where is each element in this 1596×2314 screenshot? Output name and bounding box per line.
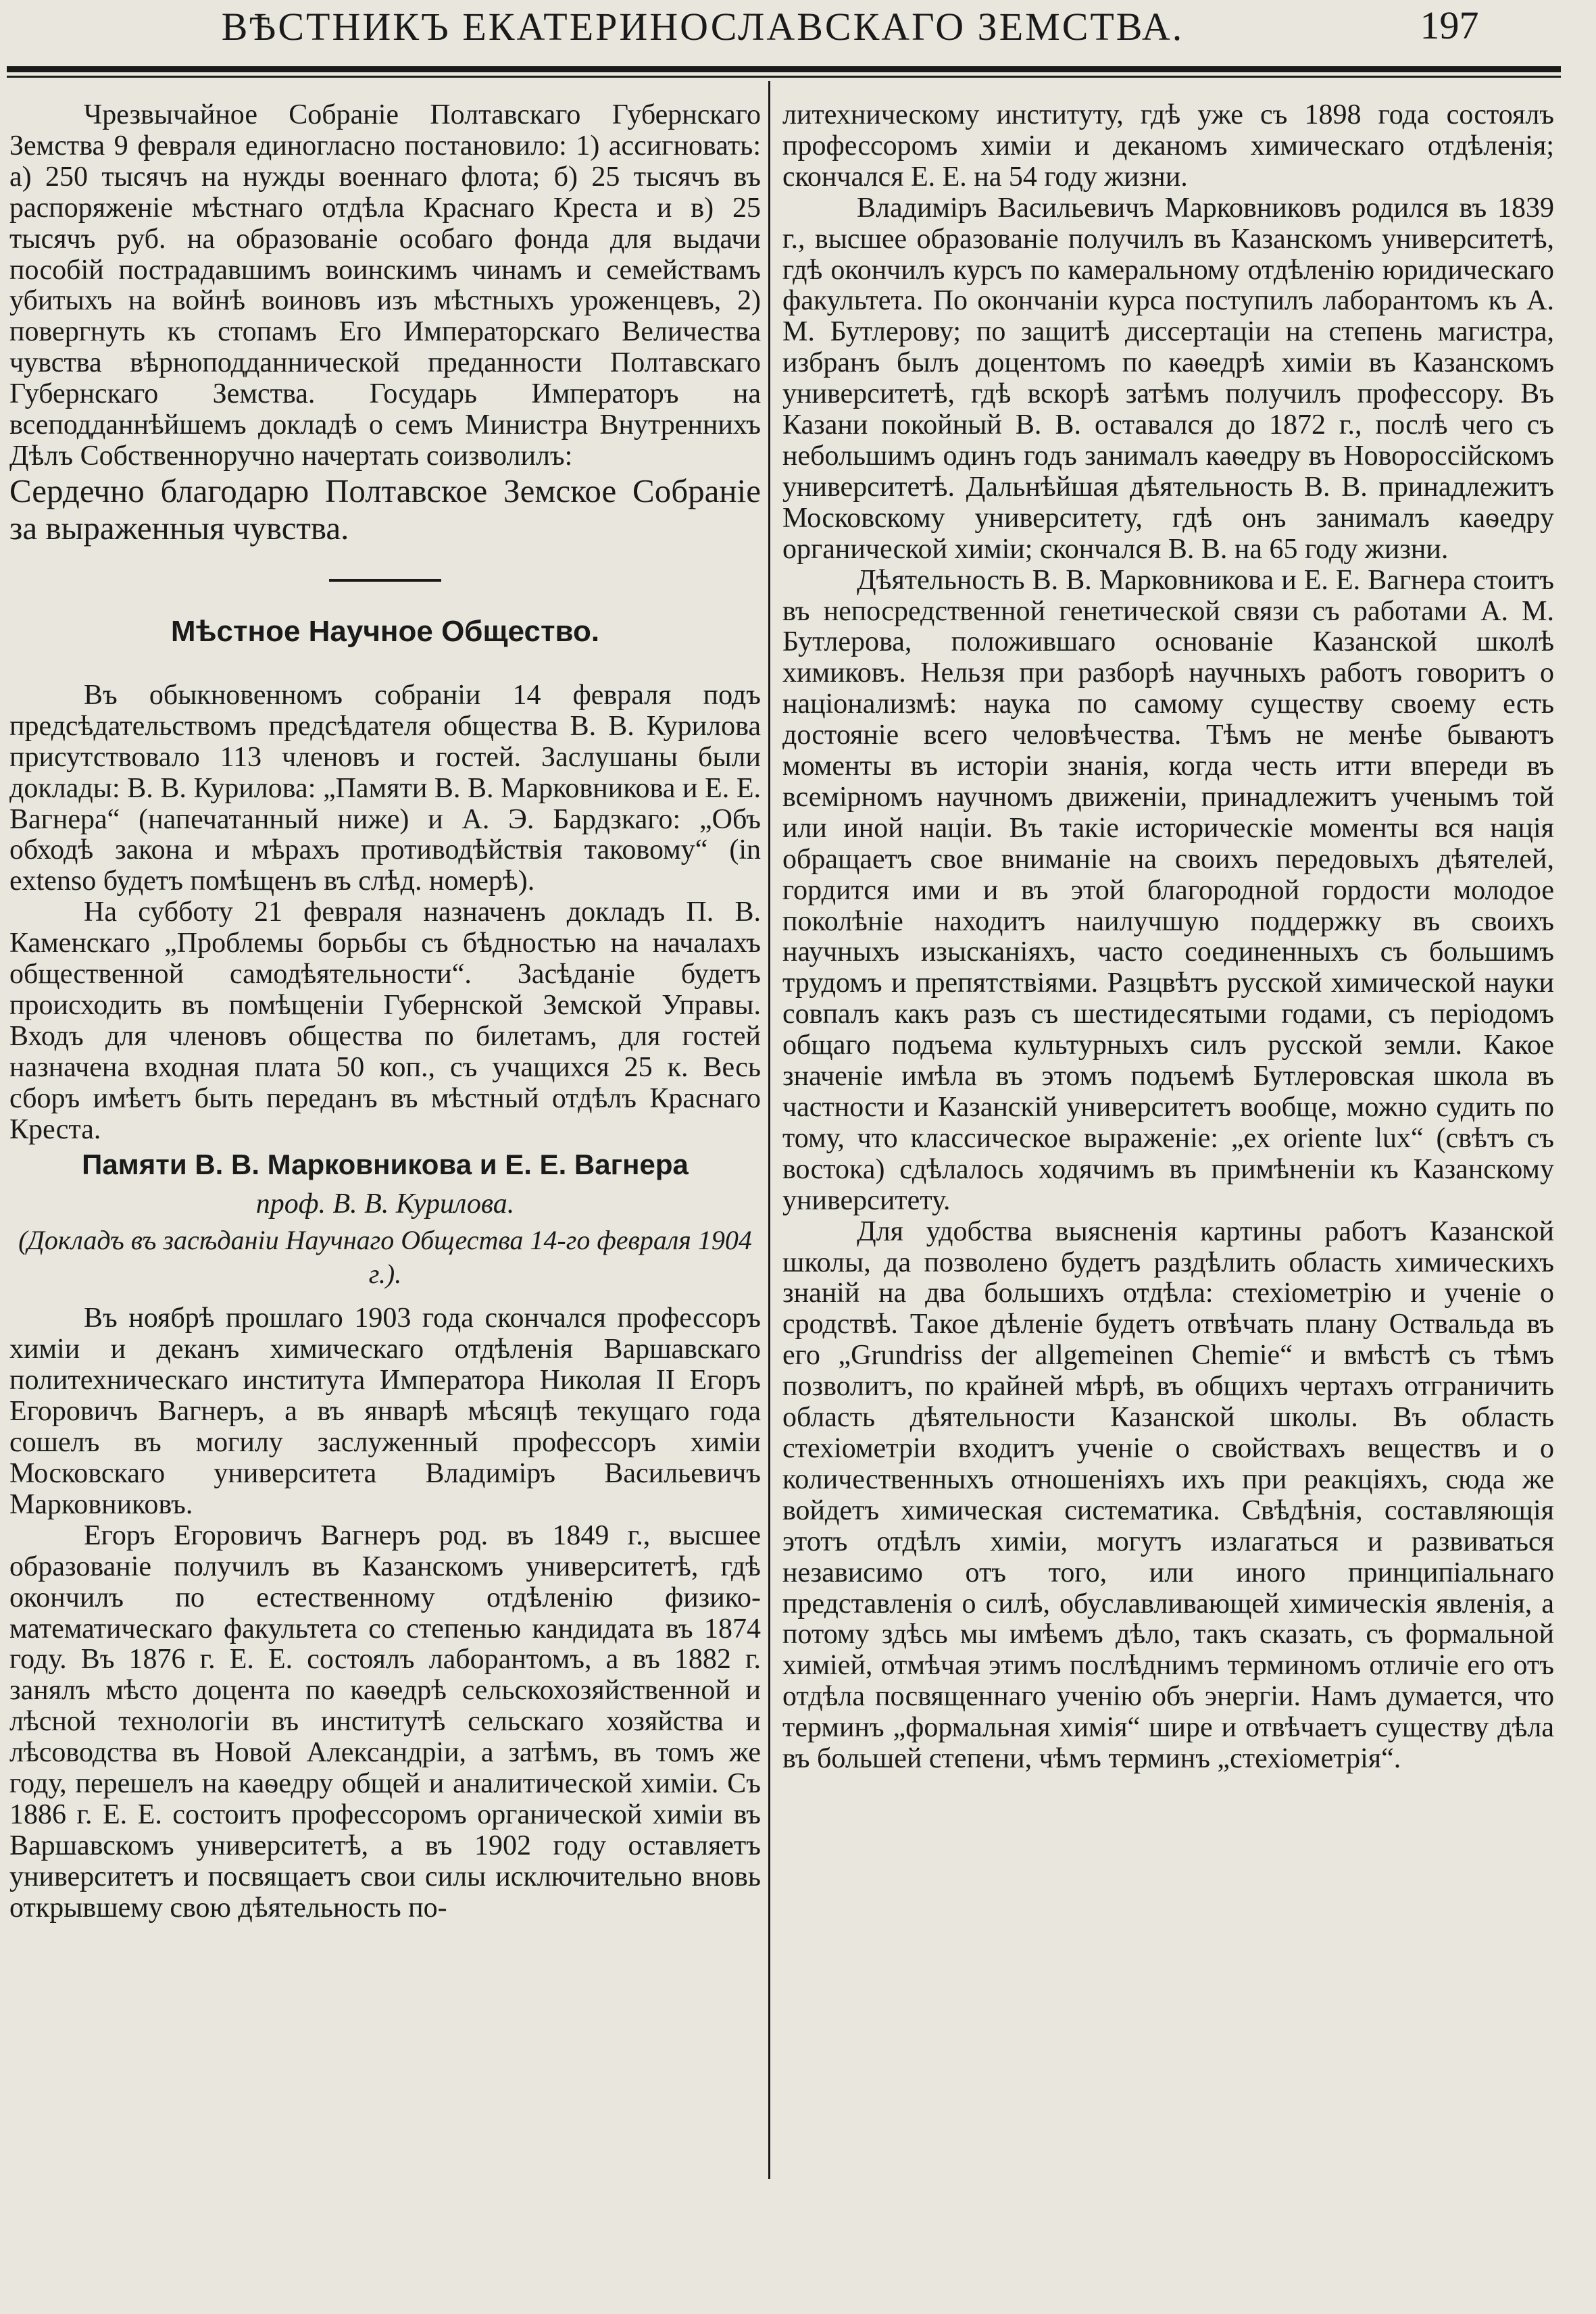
paragraph-markovnikov-biography: Владиміръ Васильевичъ Марковниковъ родился въ 1839 г., высшее образованіе получилъ въ Казанскомъ университетѣ, гдѣ окончилъ курсъ по камеральному отдѣленію юридическаго факультета. По окончаніи курса поступилъ лаборантомъ къ А. М. Бутлерову; по защитѣ диссертаціи на степень магистра, избранъ былъ доцентомъ по каѳедрѣ химіи въ Казанскомъ университетѣ, гдѣ вскорѣ затѣмъ получилъ профессору. Въ Казани покойный В. В. оставался до 1872 г., послѣ чего съ небольшимъ одинъ годъ занималъ каѳедру въ Новороссійскомъ университетѣ. Дальнѣйшая дѣятельность В. В. принадлежитъ Московскому университету, гдѣ онъ занималъ каѳедру органической химіи; скончался В. В. на 65 году жизни.: [782, 192, 1554, 565]
paragraph-deaths: Въ ноябрѣ прошлаго 1903 года скончался профессоръ химіи и деканъ химическаго отдѣленія Варшавскаго политехническаго института Императора Николая II Егоръ Егоровичъ Вагнеръ, а въ январѣ мѣсяцѣ текущаго года сошелъ въ могилу заслуженный профессоръ химіи Московскаго университета Владиміръ Васильевичъ Марковниковъ.: [9, 1303, 761, 1520]
paragraph-poltava-assembly: Чрезвычайное Собраніе Полтавскаго Губернскаго Земства 9 февраля единогласно постановило: 1) ассигновать: а) 250 тысячъ на нужды военнаго флота; б) 25 тысячъ въ распоряженіе мѣстнаго отдѣла Краснаго Креста и в) 25 тысячъ руб. на образованіе особаго фонда для выдачи пособій пострадавшимъ воинскимъ чинамъ и семействамъ убитыхъ на войнѣ воиновъ изъ мѣстныхъ уроженцевъ, 2) повергнуть къ стопамъ Его Императорскаго Величества чувства вѣрноподданнической преданности Полтавскаго Губернскаго Земства. Государь Императоръ на всеподданнѣйшемъ докладѣ о семъ Министра Внутреннихъ Дѣлъ Собственноручно начертать соизволилъ:: [9, 99, 761, 472]
paragraph-wagner-continued: литехническому институту, гдѣ уже съ 1898 года состоялъ профессоромъ химіи и деканомъ химическаго отдѣленія; скончался Е. Е. на 54 году жизни.: [782, 99, 1554, 193]
page-header: [0, 0, 1596, 68]
section-heading: Мѣстное Научное Общество.: [170, 614, 600, 648]
left-column: [9, 100, 761, 1924]
right-column: [782, 100, 1554, 1775]
section-divider: [329, 579, 441, 582]
header-rule-thin: [7, 76, 1561, 78]
paragraph-kazan-school-activity: Дѣятельность В. В. Марковникова и Е. Е. Вагнера стоитъ въ непосредственной генетической связи съ работами А. М. Бутлерова, положившаго основаніе Казанской школѣ химиковъ. Нельзя при разборѣ научныхъ работъ говоритъ о націонализмѣ: наука по самому существу своему есть достояніе всего человѣчества. Тѣмъ не менѣе бываютъ моменты въ исторіи знанія, когда честь итти впереди въ всемірномъ научномъ движеніи, принадлежитъ ученымъ той или иной націи. Въ такіе историческіе моменты вся нація обращаетъ свое вниманіе на своихъ передовыхъ дѣятелей, гордится ими и въ этой благородной гордости молодое поколѣніе находитъ наилучшую поддержку въ своихъ научныхъ изысканіяхъ, часто соединенныхъ съ большимъ трудомъ и препятствіями. Разцвѣтъ русской химической науки совпалъ какъ разъ съ шестидесятыми годами, съ періодомъ общаго подъема культурныхъ силъ русской земли. Какое значеніе имѣла въ этомъ подъемѣ Бутлеровская школа въ частности и Казанскій университетъ вообще, можно судить по тому, что классическое выраженіе: „ex oriente lux“ (свѣтъ съ востока) сдѣлалось ходячимъ въ примѣненіи къ Казанскому университету.: [782, 564, 1554, 1216]
header-rule-thick: [7, 66, 1561, 72]
paragraph-next-meeting: На субботу 21 февраля назначенъ докладъ П. В. Каменскаго „Проблемы борьбы съ бѣдностью на началахъ общественной самодѣятельности“. Засѣданіе будетъ происходить въ помѣщеніи Губернской Земской Управы. Входъ для членовъ общества по билетамъ, для гостей назначена входная плата 50 коп., съ учащихся 25 к. Весь сборъ имѣетъ быть переданъ въ мѣстный отдѣлъ Краснаго Креста.: [9, 897, 761, 1145]
paragraph-chemistry-division: Для удобства выясненія картины работъ Казанской школы, да позволено будетъ раздѣлить область химическихъ знаній на два большихъ отдѣла: стехіометрію и ученіе о сродствѣ. Такое дѣленіе будетъ отвѣчать плану Оствальда въ его „Grundriss der allgemeinen Chemie“ и вмѣстѣ съ тѣмъ позволитъ, по крайней мѣрѣ, въ общихъ чертахъ отграничить область дѣятельности Казанской школы. Въ область стехіометріи входитъ ученіе о свойствахъ веществъ и о количественныхъ отношеніяхъ ихъ при реакціяхъ, сюда же войдетъ химическая систематика. Свѣдѣнія, составляющія этотъ отдѣлъ химіи, могутъ излагаться и развиваться независимо отъ того, или иного принципіальнаго представленія о силѣ, обуславливающей химическія явленія, а потому здѣсь мы имѣемъ дѣло, такъ сказать, съ формальной химіей, отмѣчая этимъ послѣднимъ терминомъ отличіе его отъ отдѣла посвященнаго ученію объ энергіи. Намъ думается, что терминъ „формальная химія“ шире и отвѣчаетъ существу дѣла въ большей степени, чѣмъ терминъ „стехіометрія“.: [782, 1215, 1554, 1775]
paragraph-society-meeting: Въ обыкновенномъ собраніи 14 февраля подъ предсѣдательствомъ предсѣдателя общества В. В. Курилова присутствовало 113 членовъ и гостей. Заслушаны были доклады: В. В. Курилова: „Памяти В. В. Марковникова и Е. Е. Вагнера“ (напечатанный ниже) и А. Э. Бардзкаго: „Объ обходѣ закона и мѣрахъ противодѣйствія таковому“ (in extenso будетъ помѣщенъ въ слѣд. номерѣ).: [9, 679, 761, 897]
article-byline: проф. В. В. Курилова.: [255, 1188, 515, 1220]
paragraph-wagner-biography: Егоръ Егоровичъ Вагнеръ род. въ 1849 г., высшее образованіе получилъ въ Казанскомъ университетѣ, гдѣ окончилъ по естественному отдѣленію физико-математическаго факультета со степенью кандидата въ 1874 году. Въ 1876 г. Е. Е. состоялъ лаборантомъ, а въ 1882 г. занялъ мѣсто доцента по каѳедрѣ сельскохозяйственной и лѣсной технологіи въ институтѣ сельскаго хозяйства и лѣсоводства въ Новой Александріи, а затѣмъ, въ томъ же году, перешелъ на каѳедру общей и аналитической химіи. Съ 1886 г. Е. Е. состоитъ профессоромъ органической химіи въ Варшавскомъ университетѣ, а въ 1902 году оставляетъ университетъ и посвящаетъ свои силы исключительно вновь открывшему свою дѣятельность по-: [9, 1519, 761, 1923]
article-title: Памяти В. В. Марковникова и Е. Е. Вагнера: [82, 1149, 689, 1181]
article-note: (Докладъ въ засѣданіи Научнаго Общества 14-го февраля 1904 г.).: [18, 1225, 752, 1290]
column-divider: [768, 81, 770, 2179]
paragraph-emperor-resolution: Сердечно благодарю Полтавское Земское Собраніе за выраженныя чувства.: [9, 472, 761, 547]
page-number: 197: [1420, 3, 1479, 47]
running-title: ВѢСТНИКЪ ЕКАТЕРИНОСЛАВСКАГО ЗЕМСТВА.: [221, 5, 1184, 49]
